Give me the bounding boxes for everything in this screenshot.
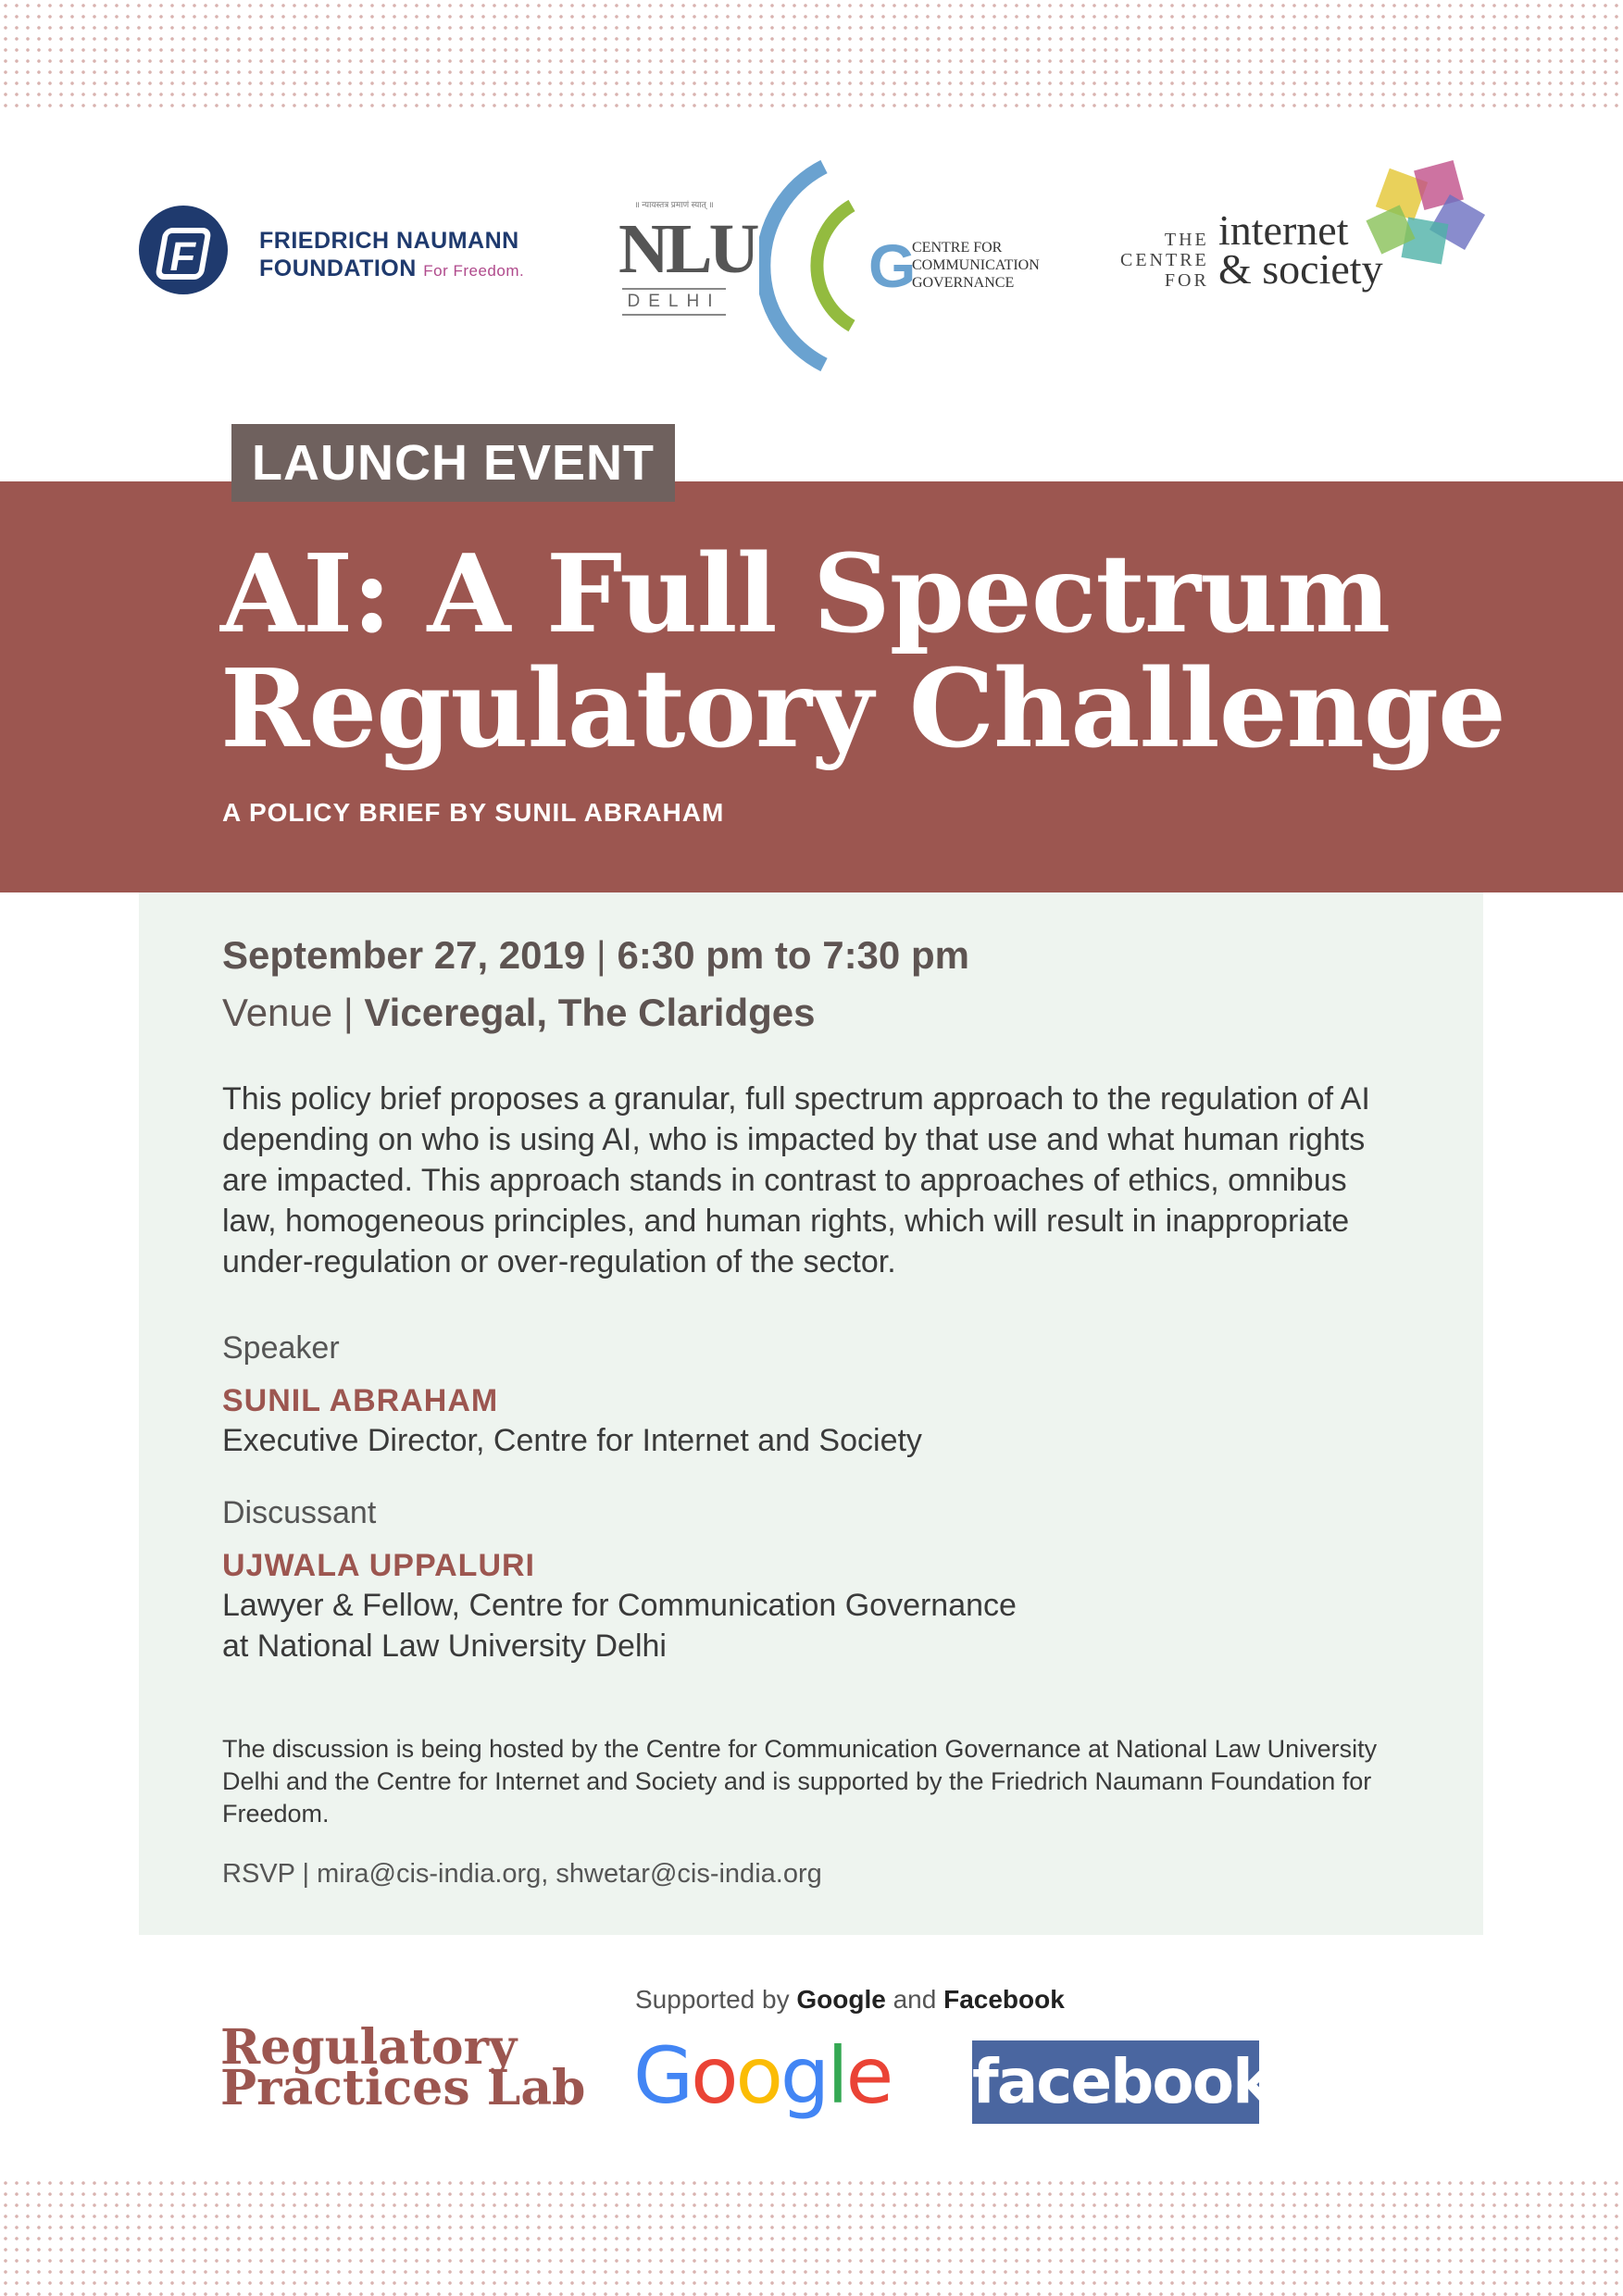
launch-event-tag: LAUNCH EVENT (231, 424, 675, 502)
cis-for: FOR (1164, 270, 1209, 291)
discussant-name: UJWALA UPPALURI (222, 1548, 535, 1583)
venue-name: Viceregal, The Claridges (364, 991, 816, 1034)
regulatory-practices-lab-logo (220, 2019, 586, 2116)
google-logo-letter: o (735, 2030, 780, 2121)
rsvp-emails[interactable]: mira@cis-india.org, shwetar@cis-india.org (317, 1859, 822, 1889)
speaker-name: SUNIL ABRAHAM (222, 1383, 499, 1418)
ccg-line2: COMMUNICATION (912, 257, 1040, 273)
venue-label: Venue (222, 991, 333, 1034)
event-date: September 27, 2019 (222, 933, 586, 977)
fnf-tagline: For Freedom. (423, 262, 525, 280)
event-date-time (222, 933, 969, 978)
dotted-border-top (0, 0, 1623, 111)
ccg-line3: GOVERNANCE (912, 275, 1015, 291)
cis-logo-icon (1363, 156, 1487, 276)
separator: | (343, 991, 354, 1034)
event-venue (222, 991, 816, 1035)
event-description: This policy brief proposes a granular, full spectrum approach to the regulation of AI depending on who is using AI, who is impacted by that use and what human rights are impacted. This approach stands in contrast to approaches of ethics, omnibus law, homogeneous principles, and human rights, which will result in inappropriate under-regulation or over-regulation of the sector. (222, 1081, 1370, 1279)
google-logo-letter: l (827, 2030, 846, 2121)
rpl-line1: Regulatory (220, 2019, 518, 2076)
supporter-facebook: Facebook (943, 1985, 1065, 2014)
cis-internet: internet (1218, 206, 1349, 254)
svg-text:G: G (868, 231, 917, 300)
rpl-line2: Practices Lab (220, 2060, 586, 2116)
speaker-label: Speaker (222, 1330, 340, 1366)
discussant-role (222, 1585, 1017, 1666)
google-logo (633, 2029, 891, 2122)
discussant-label: Discussant (222, 1495, 377, 1530)
cis-centre: CENTRE (1120, 250, 1209, 270)
discussant-role-line2: at National Law University Delhi (222, 1628, 667, 1664)
facebook-logo: facebook (972, 2040, 1259, 2124)
cis-logo-big-text (1218, 206, 1383, 293)
dotted-border-bottom (0, 2177, 1623, 2296)
fnf-name-line1: FRIEDRICH NAUMANN (259, 228, 519, 254)
nlu-delhi-logo (618, 198, 756, 328)
separator: | (595, 933, 606, 977)
ccg-line1: CENTRE FOR (912, 240, 1003, 256)
rsvp-label: RSVP (222, 1859, 295, 1889)
event-title (220, 531, 1505, 772)
google-logo-letter: G (633, 2030, 692, 2121)
speaker-role: Executive Director, Centre for Internet and Society (222, 1423, 922, 1458)
event-title-line1: AI: A Full Spectrum (220, 531, 1391, 657)
supporter-google: Google (796, 1985, 886, 2014)
nlu-motto: ॥ न्यायस्तत्र प्रमाणं स्यात् ॥ (634, 200, 714, 209)
supported-by-and: and (893, 1985, 937, 2014)
event-subtitle: A POLICY BRIEF BY SUNIL ABRAHAM (222, 798, 725, 827)
host-note: The discussion is being hosted by the Centre for Communication Governance at National Law University Delhi and the Centre for Internet and Society and is supported by the Friedrich Naumann Foundation for Freedom. (222, 1735, 1378, 1828)
google-logo-letter: e (845, 2030, 892, 2121)
ccg-logo-icon (759, 159, 917, 372)
fnf-logo-text (259, 227, 524, 285)
cis-logo-small-text (1120, 230, 1209, 291)
google-logo-letter: o (691, 2030, 736, 2121)
discussant-role-line1: Lawyer & Fellow, Centre for Communication Governance (222, 1588, 1017, 1623)
nlu-mark: NLU (618, 210, 756, 288)
supported-by-line (635, 1985, 1065, 2015)
cis-the: THE (1164, 230, 1209, 250)
google-logo-letter: g (780, 2030, 828, 2121)
nlu-city: DELHI (622, 288, 726, 316)
rsvp-line (222, 1859, 822, 1890)
cis-society: & society (1218, 245, 1383, 293)
fnf-logo-icon: F (139, 206, 228, 294)
supported-by-prefix: Supported by (635, 1985, 790, 2014)
separator: | (302, 1859, 310, 1889)
event-title-line2: Regulatory Challenge (220, 646, 1505, 772)
ccg-logo-text (912, 239, 1040, 292)
fnf-name-line2: FOUNDATION (259, 256, 417, 281)
event-time: 6:30 pm to 7:30 pm (617, 933, 969, 977)
